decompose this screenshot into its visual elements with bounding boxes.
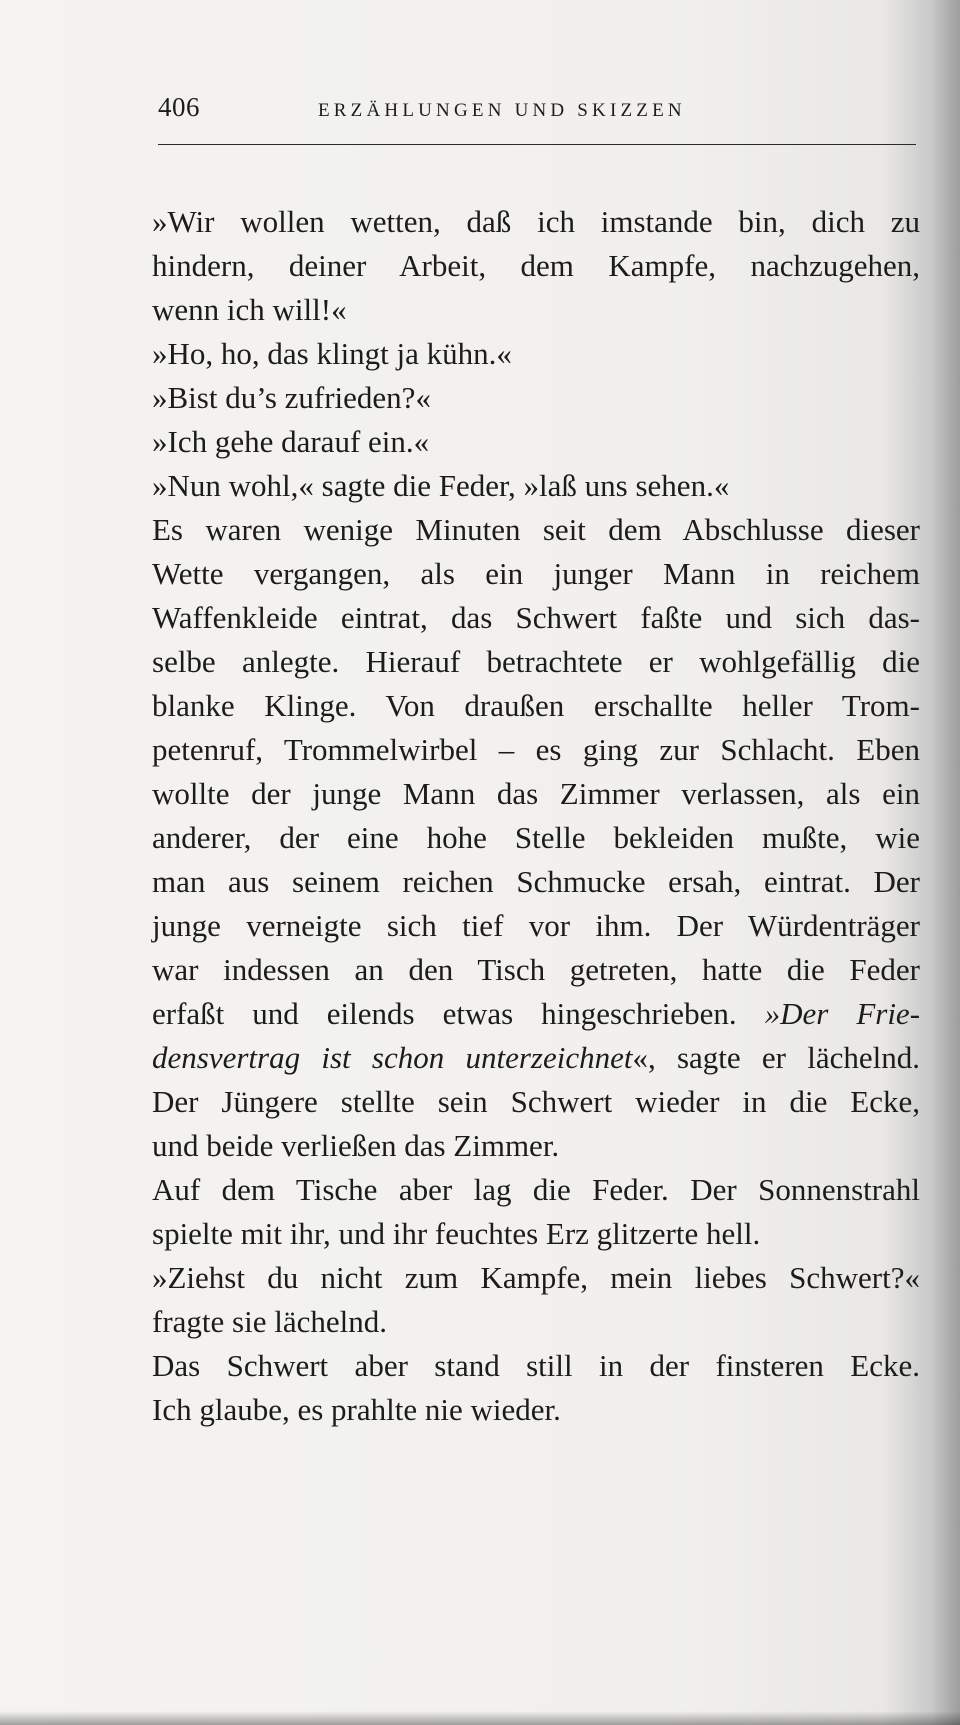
text-line: Wette vergangen, als ein junger Mann in reichem — [152, 556, 920, 591]
running-title: ERZÄHLUNGEN UND SKIZZEN — [318, 100, 686, 121]
text-line: Es waren wenige Minuten seit dem Abschlusse dieser — [152, 512, 920, 547]
text-line: wollte der junge Mann das Zimmer verlassen, als ein — [152, 776, 920, 811]
text-line-mixed — [152, 992, 920, 1036]
text-line: Waffenkleide eintrat, das Schwert faßte und sich das- — [152, 600, 920, 635]
text-segment: «, sagte er lächelnd. — [632, 1040, 921, 1075]
text-line: Das Schwert aber stand still in der finsteren Ecke. — [152, 1348, 920, 1383]
page-header — [158, 92, 916, 145]
page-number: 406 — [158, 92, 200, 122]
text-line: »Nun wohl,« sagte die Feder, »laß uns sehen.« — [152, 468, 730, 503]
text-line: »Ich gehe darauf ein.« — [152, 424, 430, 459]
text-line: fragte sie lächelnd. — [152, 1304, 387, 1339]
text-line: spielte mit ihr, und ihr feuchtes Erz glitzerte hell. — [152, 1216, 761, 1251]
text-line: »Ziehst du nicht zum Kampfe, mein liebes Schwert?« — [152, 1260, 920, 1295]
text-line: Auf dem Tische aber lag die Feder. Der Sonnenstrahl — [152, 1172, 920, 1207]
text-line: »Bist du’s zufrieden?« — [152, 380, 431, 415]
text-line-mixed — [152, 1036, 920, 1080]
text-line: hindern, deiner Arbeit, dem Kampfe, nachzugehen, — [152, 248, 920, 283]
text-line: junge verneigte sich tief vor ihm. Der Würdenträger — [152, 908, 920, 943]
text-line: petenruf, Trommelwirbel – es ging zur Schlacht. Eben — [152, 732, 920, 767]
page-edge-shadow — [0, 1711, 960, 1725]
text-line: man aus seinem reichen Schmucke ersah, eintrat. Der — [152, 864, 920, 899]
text-segment: erfaßt und eilends etwas hingeschrieben. — [152, 996, 737, 1031]
text-line: und beide verließen das Zimmer. — [152, 1128, 560, 1163]
text-line: »Ho, ho, das klingt ja kühn.« — [152, 336, 512, 371]
text-line: selbe anlegte. Hierauf betrachtete er wohlgefällig die — [152, 644, 920, 679]
text-line: Ich glaube, es prahlte nie wieder. — [152, 1392, 561, 1427]
text-line: Der Jüngere stellte sein Schwert wieder in die Ecke, — [152, 1084, 920, 1119]
story-text — [152, 200, 920, 1432]
text-line: »Wir wollen wetten, daß ich imstande bin, dich zu — [152, 204, 920, 239]
text-line: blanke Klinge. Von draußen erschallte heller Trom- — [152, 688, 920, 723]
italic-segment: »Der Frie- — [764, 996, 921, 1031]
italic-segment: densvertrag ist schon unterzeichnet — [152, 1040, 633, 1075]
text-line: anderer, der eine hohe Stelle bekleiden mußte, wie — [152, 820, 920, 855]
text-line: wenn ich will!« — [152, 292, 347, 327]
text-line: war indessen an den Tisch getreten, hatte die Feder — [152, 952, 920, 987]
